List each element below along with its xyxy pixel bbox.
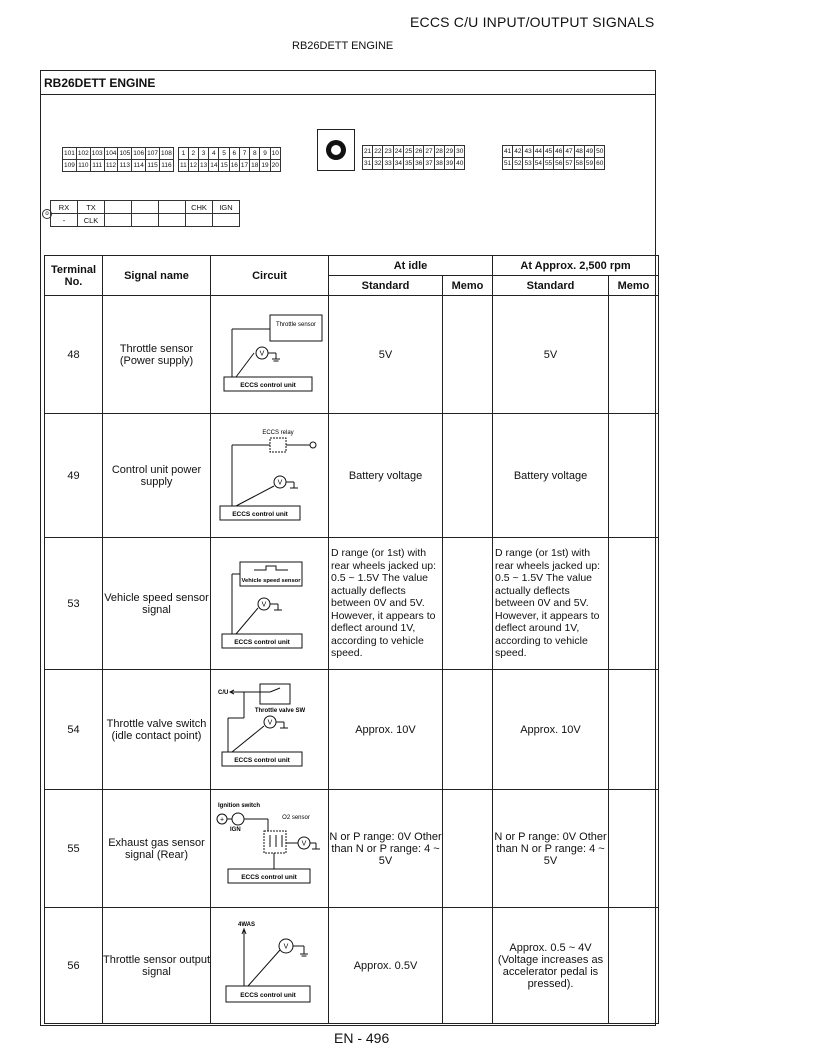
idle-memo: [443, 908, 493, 1024]
page-number: EN - 496: [334, 1030, 390, 1046]
connector-pin: 21: [363, 146, 373, 158]
header-rpm-standard: Standard: [493, 276, 609, 296]
connector-pin: 40: [455, 158, 465, 170]
circuit-diagram: [211, 296, 329, 414]
connector-pin: 107: [146, 148, 160, 160]
connector-pin: 55: [543, 158, 553, 170]
circuit-diagram: [211, 908, 329, 1024]
connector-pin: 24: [393, 146, 403, 158]
circuit-vehicle-speed-sensor-icon: [214, 554, 326, 654]
svg-text:+: +: [219, 816, 224, 823]
connector-left: [62, 147, 174, 172]
connector-pin: 114: [132, 160, 146, 172]
signal-name: Throttle sensor output signal: [103, 908, 211, 1024]
svg-text:O2 sensor: O2 sensor: [281, 814, 310, 821]
terminal-number: 54: [45, 670, 103, 790]
connector-pin: 12: [188, 160, 198, 172]
diag-connector-pin: IGN: [213, 201, 240, 214]
svg-text:ECCS relay: ECCS relay: [261, 429, 294, 436]
rpm-standard: D range (or 1st) with rear wheels jacked up: 0.5 ~ 1.5V The value actually deflects between 0V and 5V. However, it appears to deflect around 1V, according to vehicle speed.: [493, 538, 609, 670]
connector-pin: 115: [146, 160, 160, 172]
idle-memo: [443, 538, 493, 670]
connector-pin: 49: [584, 146, 594, 158]
diag-connector-pin: [132, 201, 159, 214]
connector-pin: 5: [219, 148, 229, 160]
rpm-standard: Approx. 10V: [493, 670, 609, 790]
connector-pin: 112: [104, 160, 118, 172]
circuit-diagram: [211, 670, 329, 790]
circuit-throttle-valve-switch-icon: [214, 680, 326, 780]
connector-pin: 34: [393, 158, 403, 170]
connector-pin: 23: [383, 146, 393, 158]
idle-standard: Approx. 10V: [329, 670, 443, 790]
connector-pin: 11: [179, 160, 189, 172]
rpm-memo: [609, 790, 659, 908]
connector-pin: 110: [76, 160, 90, 172]
svg-text:ECCS control unit: ECCS control unit: [231, 510, 288, 518]
diag-connector-pin: [159, 201, 186, 214]
frame-title: RB26DETT ENGINE: [41, 71, 655, 95]
connector-pin: 44: [533, 146, 543, 158]
diag-connector-pin: TX: [78, 201, 105, 214]
header-rpm-memo: Memo: [609, 276, 659, 296]
connector-pin: 22: [373, 146, 383, 158]
connector-pin: 31: [363, 158, 373, 170]
circuit-throttle-sensor-icon: [214, 307, 326, 403]
connector-pin: 13: [198, 160, 208, 172]
page-subtitle: RB26DETT ENGINE: [292, 40, 394, 52]
table-row: [45, 908, 659, 1024]
idle-standard: Battery voltage: [329, 414, 443, 538]
diag-connector-pin: [159, 214, 186, 227]
svg-text:ECCS control unit: ECCS control unit: [233, 756, 290, 764]
connector-pin: 29: [444, 146, 454, 158]
connector-pin: 38: [434, 158, 444, 170]
connector-pin: 106: [132, 148, 146, 160]
circuit-exhaust-gas-sensor-icon: [214, 799, 326, 899]
diag-connector-pin: CHK: [186, 201, 213, 214]
diag-connector-pin: -: [51, 214, 78, 227]
idle-memo: [443, 670, 493, 790]
svg-text:V: V: [261, 601, 266, 608]
connector-pin: 9: [260, 148, 270, 160]
connector-pin: 108: [160, 148, 174, 160]
rpm-memo: [609, 296, 659, 414]
diag-connector-pin: [213, 214, 240, 227]
connector-pin: 53: [523, 158, 533, 170]
connector-pin: 1: [179, 148, 189, 160]
page-title: ECCS C/U INPUT/OUTPUT SIGNALS: [410, 14, 655, 30]
connector-pin: 103: [90, 148, 104, 160]
idle-standard: Approx. 0.5V: [329, 908, 443, 1024]
circuit-diagram: [211, 538, 329, 670]
connector-pin: 50: [595, 146, 605, 158]
diagnostic-connector: [50, 200, 240, 227]
signal-name: Control unit power supply: [103, 414, 211, 538]
connector-pin: 7: [239, 148, 249, 160]
connector-pin: 43: [523, 146, 533, 158]
rpm-memo: [609, 908, 659, 1024]
connector-pin: 10: [270, 148, 280, 160]
signal-name: Vehicle speed sensor signal: [103, 538, 211, 670]
circuit-diagram: [211, 790, 329, 908]
rpm-memo: [609, 670, 659, 790]
idle-memo: [443, 296, 493, 414]
connector-pin: 6: [229, 148, 239, 160]
connector-pin: 2: [188, 148, 198, 160]
rpm-standard: 5V: [493, 296, 609, 414]
connector-block-a: [178, 147, 281, 172]
rpm-memo: [609, 538, 659, 670]
connector-pin: 4: [209, 148, 219, 160]
svg-text:ECCS control unit: ECCS control unit: [240, 873, 297, 881]
rpm-standard: Approx. 0.5 ~ 4V (Voltage increases as accelerator pedal is pressed).: [493, 908, 609, 1024]
circuit-diagram: [211, 414, 329, 538]
connector-pin: 102: [76, 148, 90, 160]
table-row: [45, 296, 659, 414]
connector-block-c: [502, 145, 605, 170]
table-row: [45, 414, 659, 538]
svg-text:C/U: C/U: [217, 689, 228, 696]
diag-connector-pin: [132, 214, 159, 227]
connector-pin: 45: [543, 146, 553, 158]
connector-pin: 19: [260, 160, 270, 172]
rpm-memo: [609, 414, 659, 538]
connector-pin: 42: [513, 146, 523, 158]
idle-standard: 5V: [329, 296, 443, 414]
connector-plug-icon: [317, 129, 355, 171]
table-row: [45, 670, 659, 790]
svg-text:V: V: [267, 719, 272, 726]
connector-block-b: [362, 145, 465, 170]
connector-pin: 48: [574, 146, 584, 158]
header-idle-memo: Memo: [443, 276, 493, 296]
svg-text:IGN: IGN: [229, 826, 241, 833]
table-row: [45, 790, 659, 908]
svg-text:4WAS: 4WAS: [237, 921, 255, 928]
connector-pin: 20: [270, 160, 280, 172]
connector-pin: 57: [564, 158, 574, 170]
connector-pin: 46: [554, 146, 564, 158]
connector-pin: 41: [503, 146, 513, 158]
rpm-standard: Battery voltage: [493, 414, 609, 538]
svg-text:V: V: [259, 350, 264, 357]
svg-text:Vehicle speed sensor: Vehicle speed sensor: [241, 577, 300, 584]
connector-pin: 8: [250, 148, 260, 160]
diag-connector-pin: [186, 214, 213, 227]
connector-pin: 54: [533, 158, 543, 170]
terminal-number: 55: [45, 790, 103, 908]
svg-text:ECCS control unit: ECCS control unit: [239, 381, 296, 389]
header-idle-standard: Standard: [329, 276, 443, 296]
connector-pin: 105: [118, 148, 132, 160]
svg-text:ECCS control unit: ECCS control unit: [233, 638, 290, 646]
connector-pin: 32: [373, 158, 383, 170]
svg-text:Ignition switch: Ignition switch: [217, 802, 260, 809]
connector-pin: 101: [63, 148, 77, 160]
circuit-throttle-sensor-output-icon: [214, 916, 326, 1016]
svg-text:ECCS control unit: ECCS control unit: [239, 991, 296, 999]
header-circuit: Circuit: [211, 256, 329, 296]
connector-pin: 104: [104, 148, 118, 160]
idle-standard: N or P range: 0V Other than N or P range: 4 ~ 5V: [329, 790, 443, 908]
connector-pin: 35: [403, 158, 413, 170]
connector-pin: 17: [239, 160, 249, 172]
header-rpm: At Approx. 2,500 rpm: [493, 256, 659, 276]
connector-pin: 15: [219, 160, 229, 172]
rpm-standard: N or P range: 0V Other than N or P range: 4 ~ 5V: [493, 790, 609, 908]
connector-pin: 28: [434, 146, 444, 158]
connector-pin: 16: [229, 160, 239, 172]
connector-pin: 113: [118, 160, 132, 172]
header-idle: At idle: [329, 256, 493, 276]
diag-connector-pin: [105, 214, 132, 227]
connector-pin: 36: [414, 158, 424, 170]
diag-connector-pin: CLK: [78, 214, 105, 227]
connector-pin: 3: [198, 148, 208, 160]
connector-pin: 30: [455, 146, 465, 158]
svg-text:V: V: [283, 943, 288, 950]
connector-pin: 26: [414, 146, 424, 158]
svg-text:Throttle valve SW: Throttle valve SW: [254, 707, 305, 714]
table-row: [45, 538, 659, 670]
circuit-eccs-relay-icon: [214, 426, 326, 526]
signal-name: Exhaust gas sensor signal (Rear): [103, 790, 211, 908]
terminal-number: 53: [45, 538, 103, 670]
signal-name: Throttle valve switch (idle contact point): [103, 670, 211, 790]
signal-table: [44, 255, 659, 1024]
header-terminal: Terminal No.: [45, 256, 103, 296]
connector-pin: 27: [424, 146, 434, 158]
terminal-number: 48: [45, 296, 103, 414]
idle-memo: [443, 414, 493, 538]
terminal-number: 49: [45, 414, 103, 538]
connector-pin: 109: [63, 160, 77, 172]
svg-text:Throttle sensor: Throttle sensor: [275, 321, 316, 328]
idle-memo: [443, 790, 493, 908]
diag-connector-pin: [105, 201, 132, 214]
diag-connector-pin: RX: [51, 201, 78, 214]
connector-pin: 60: [595, 158, 605, 170]
connector-pin: 37: [424, 158, 434, 170]
connector-pin: 47: [564, 146, 574, 158]
svg-text:V: V: [277, 479, 282, 486]
connector-pin: 111: [90, 160, 104, 172]
connector-pin: 18: [250, 160, 260, 172]
terminal-number: 56: [45, 908, 103, 1024]
connector-pin: 59: [584, 158, 594, 170]
signal-name: Throttle sensor (Power supply): [103, 296, 211, 414]
connector-pin: 33: [383, 158, 393, 170]
header-signal: Signal name: [103, 256, 211, 296]
svg-text:V: V: [301, 840, 306, 847]
connector-pin: 14: [209, 160, 219, 172]
connector-pin: 56: [554, 158, 564, 170]
connector-pin: 25: [403, 146, 413, 158]
connector-pin: 51: [503, 158, 513, 170]
connector-pin: 58: [574, 158, 584, 170]
connector-pin: 116: [160, 160, 174, 172]
connector-pin: 52: [513, 158, 523, 170]
diag-connector-latch-icon: o: [42, 209, 52, 219]
idle-standard: D range (or 1st) with rear wheels jacked up: 0.5 ~ 1.5V The value actually deflects between 0V and 5V. However, it appears to deflect around 1V, according to vehicle speed.: [329, 538, 443, 670]
connector-pin: 39: [444, 158, 454, 170]
